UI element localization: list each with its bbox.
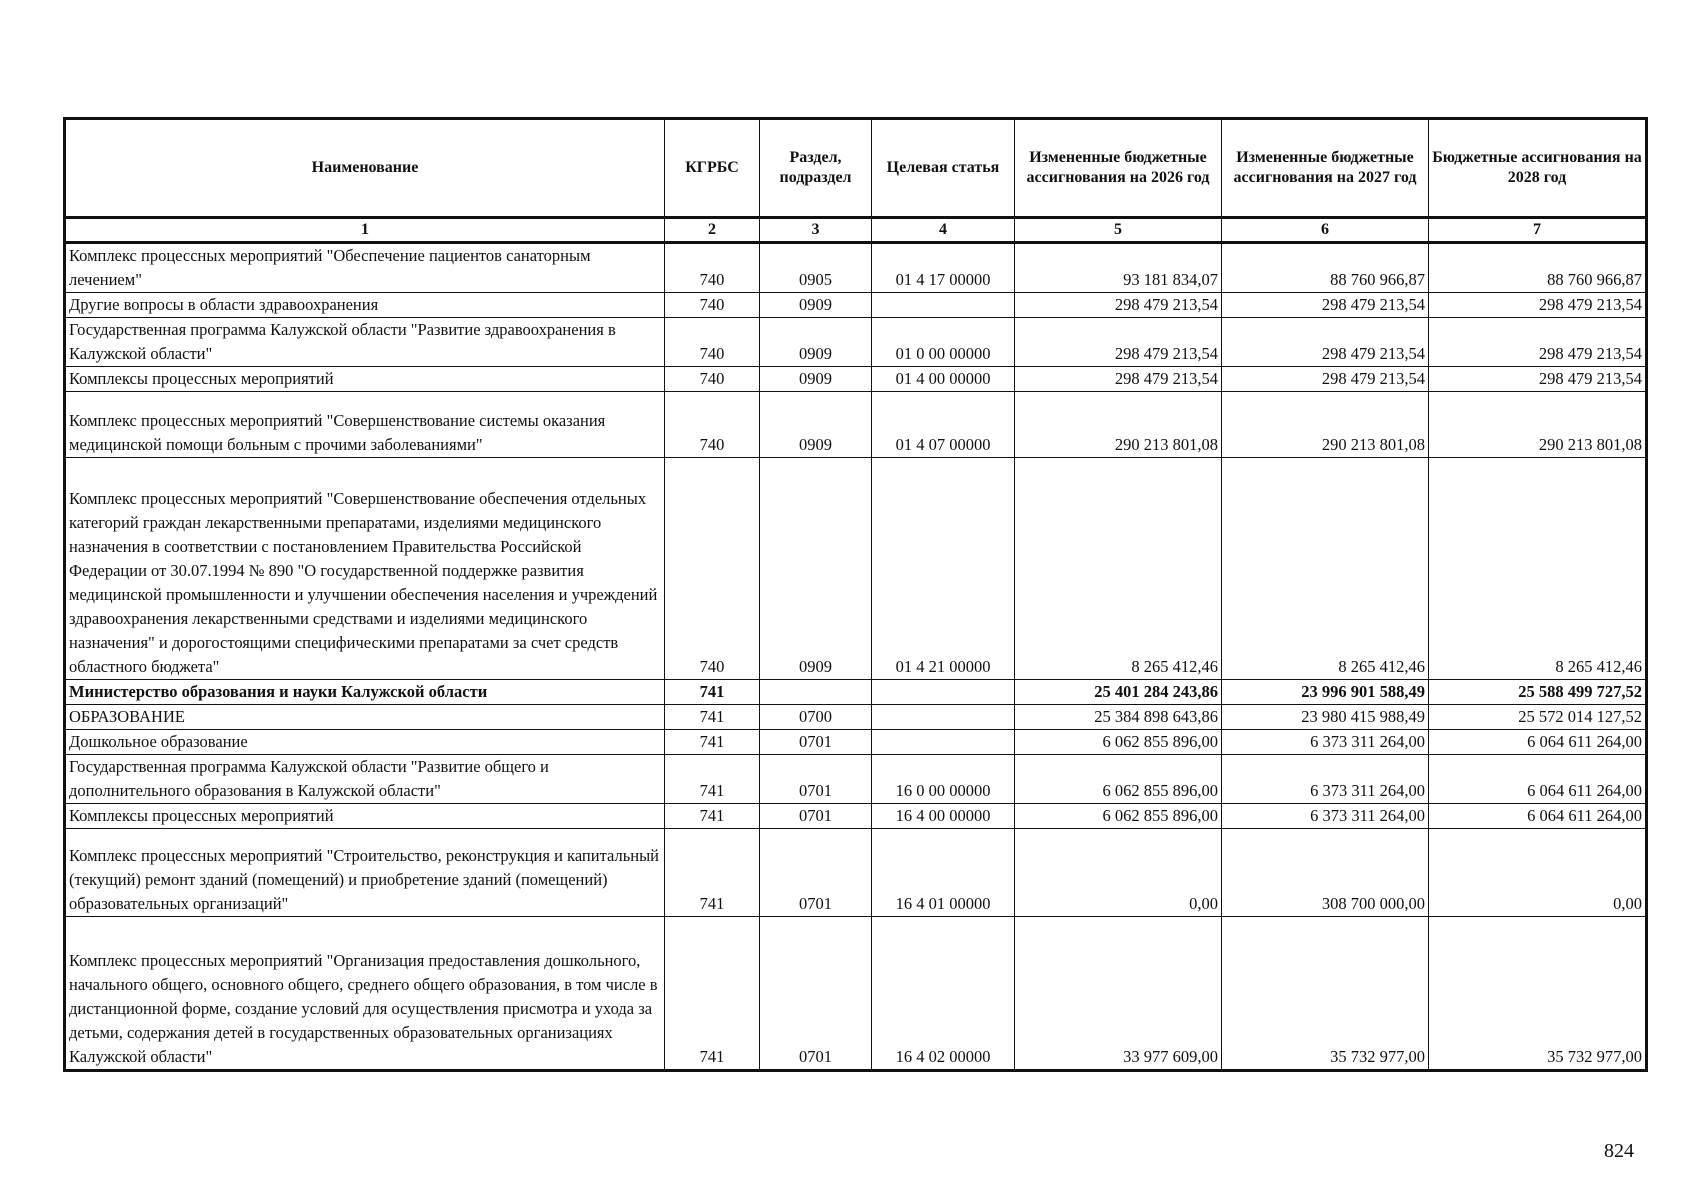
table-header-row	[65, 119, 1647, 218]
row-2027-cell: 298 479 213,54	[1222, 367, 1429, 392]
row-target-cell: 01 0 00 00000	[872, 318, 1015, 367]
row-target-cell	[872, 293, 1015, 318]
row-section-cell: 0701	[760, 917, 872, 1071]
row-section-cell: 0909	[760, 458, 872, 680]
row-target-cell: 16 0 00 00000	[872, 755, 1015, 804]
table-row	[65, 680, 1647, 705]
row-name-cell: Комплекс процессных мероприятий "Строительство, реконструкция и капитальный (текущий) ремонт зданий (помещений) и приобретение зданий (помещений) образовательных организаций"	[65, 829, 665, 917]
header-name: Наименование	[65, 119, 665, 218]
row-2027-cell: 298 479 213,54	[1222, 293, 1429, 318]
row-name-cell: ОБРАЗОВАНИЕ	[65, 705, 665, 730]
column-number-row	[65, 218, 1647, 243]
row-section-cell: 0701	[760, 829, 872, 917]
row-target-cell: 01 4 21 00000	[872, 458, 1015, 680]
row-2028-cell: 298 479 213,54	[1429, 293, 1647, 318]
row-name-cell: Комплексы процессных мероприятий	[65, 804, 665, 829]
row-2027-cell: 6 373 311 264,00	[1222, 755, 1429, 804]
row-kgrbs-cell: 741	[665, 755, 760, 804]
row-2027-cell: 8 265 412,46	[1222, 458, 1429, 680]
row-2028-cell: 88 760 966,87	[1429, 243, 1647, 293]
header-2028: Бюджетные ассигнования на 2028 год	[1429, 119, 1647, 218]
row-section-cell: 0909	[760, 318, 872, 367]
row-2026-cell: 298 479 213,54	[1015, 367, 1222, 392]
row-2026-cell: 298 479 213,54	[1015, 293, 1222, 318]
row-2027-cell: 6 373 311 264,00	[1222, 730, 1429, 755]
row-kgrbs-cell: 741	[665, 680, 760, 705]
row-2028-cell: 8 265 412,46	[1429, 458, 1647, 680]
table-row	[65, 243, 1647, 293]
header-2026: Измененные бюджетные ассигнования на 2026 год	[1015, 119, 1222, 218]
row-2026-cell: 6 062 855 896,00	[1015, 804, 1222, 829]
row-2028-cell: 298 479 213,54	[1429, 318, 1647, 367]
row-2026-cell: 25 384 898 643,86	[1015, 705, 1222, 730]
row-target-cell: 01 4 07 00000	[872, 392, 1015, 458]
header-2027: Измененные бюджетные ассигнования на 2027 год	[1222, 119, 1429, 218]
row-kgrbs-cell: 741	[665, 730, 760, 755]
row-2028-cell: 298 479 213,54	[1429, 367, 1647, 392]
row-2028-cell: 290 213 801,08	[1429, 392, 1647, 458]
row-section-cell: 0909	[760, 293, 872, 318]
row-target-cell: 16 4 02 00000	[872, 917, 1015, 1071]
table-row	[65, 829, 1647, 917]
row-2026-cell: 8 265 412,46	[1015, 458, 1222, 680]
table-row	[65, 458, 1647, 680]
header-section: Раздел, подраздел	[760, 119, 872, 218]
row-2026-cell: 25 401 284 243,86	[1015, 680, 1222, 705]
page-number: 824	[1604, 1140, 1634, 1162]
row-2028-cell: 35 732 977,00	[1429, 917, 1647, 1071]
row-kgrbs-cell: 740	[665, 367, 760, 392]
table-row	[65, 392, 1647, 458]
row-2027-cell: 6 373 311 264,00	[1222, 804, 1429, 829]
row-section-cell: 0909	[760, 367, 872, 392]
row-kgrbs-cell: 741	[665, 917, 760, 1071]
row-section-cell: 0701	[760, 730, 872, 755]
row-2026-cell: 298 479 213,54	[1015, 318, 1222, 367]
row-kgrbs-cell: 741	[665, 705, 760, 730]
row-2028-cell: 0,00	[1429, 829, 1647, 917]
row-name-cell: Другие вопросы в области здравоохранения	[65, 293, 665, 318]
table-row	[65, 730, 1647, 755]
row-target-cell	[872, 680, 1015, 705]
row-2027-cell: 308 700 000,00	[1222, 829, 1429, 917]
row-name-cell: Комплекс процессных мероприятий "Обеспечение пациентов санаторным лечением"	[65, 243, 665, 293]
row-section-cell: 0701	[760, 804, 872, 829]
row-2028-cell: 25 572 014 127,52	[1429, 705, 1647, 730]
row-target-cell: 16 4 00 00000	[872, 804, 1015, 829]
table-body	[65, 243, 1647, 1071]
row-kgrbs-cell: 740	[665, 392, 760, 458]
row-2026-cell: 6 062 855 896,00	[1015, 755, 1222, 804]
table-row	[65, 705, 1647, 730]
row-section-cell: 0905	[760, 243, 872, 293]
row-2026-cell: 93 181 834,07	[1015, 243, 1222, 293]
row-name-cell: Государственная программа Калужской области "Развитие общего и дополнительного образования в Калужской области"	[65, 755, 665, 804]
row-section-cell: 0701	[760, 755, 872, 804]
row-2028-cell: 6 064 611 264,00	[1429, 730, 1647, 755]
budget-table	[63, 117, 1648, 1072]
row-2028-cell: 6 064 611 264,00	[1429, 755, 1647, 804]
row-target-cell	[872, 730, 1015, 755]
row-target-cell: 01 4 17 00000	[872, 243, 1015, 293]
column-number: 5	[1015, 218, 1222, 243]
column-number: 4	[872, 218, 1015, 243]
row-2026-cell: 33 977 609,00	[1015, 917, 1222, 1071]
table-row	[65, 804, 1647, 829]
row-2028-cell: 6 064 611 264,00	[1429, 804, 1647, 829]
row-target-cell	[872, 705, 1015, 730]
column-number: 3	[760, 218, 872, 243]
row-2028-cell: 25 588 499 727,52	[1429, 680, 1647, 705]
table-row	[65, 293, 1647, 318]
header-target: Целевая статья	[872, 119, 1015, 218]
row-target-cell: 01 4 00 00000	[872, 367, 1015, 392]
row-name-cell: Министерство образования и науки Калужской области	[65, 680, 665, 705]
row-2027-cell: 298 479 213,54	[1222, 318, 1429, 367]
column-number: 1	[65, 218, 665, 243]
column-number: 2	[665, 218, 760, 243]
row-target-cell: 16 4 01 00000	[872, 829, 1015, 917]
row-2027-cell: 23 996 901 588,49	[1222, 680, 1429, 705]
row-name-cell: Комплекс процессных мероприятий "Совершенствование системы оказания медицинской помощи больным с прочими заболеваниями"	[65, 392, 665, 458]
header-kgrbs: КГРБС	[665, 119, 760, 218]
row-2027-cell: 290 213 801,08	[1222, 392, 1429, 458]
row-2026-cell: 6 062 855 896,00	[1015, 730, 1222, 755]
table-row	[65, 318, 1647, 367]
row-2027-cell: 23 980 415 988,49	[1222, 705, 1429, 730]
row-2027-cell: 35 732 977,00	[1222, 917, 1429, 1071]
row-section-cell	[760, 680, 872, 705]
row-kgrbs-cell: 740	[665, 243, 760, 293]
row-kgrbs-cell: 740	[665, 293, 760, 318]
row-2026-cell: 0,00	[1015, 829, 1222, 917]
table-row	[65, 367, 1647, 392]
column-number: 6	[1222, 218, 1429, 243]
row-2027-cell: 88 760 966,87	[1222, 243, 1429, 293]
column-number: 7	[1429, 218, 1647, 243]
table-row	[65, 755, 1647, 804]
table-row	[65, 917, 1647, 1071]
row-name-cell: Комплекс процессных мероприятий "Совершенствование обеспечения отдельных категорий граждан лекарственными препаратами, изделиями медицинского назначения в соответствии с постановлением Правительства Российской Федерации от 30.07.1994 № 890 "О государственной поддержке развития медицинской промышленности и улучшении обеспечения населения и учреждений здравоохранения лекарственными средствами и изделиями медицинского назначения" и дорогостоящими специфическими препаратами за счет средств областного бюджета"	[65, 458, 665, 680]
row-2026-cell: 290 213 801,08	[1015, 392, 1222, 458]
row-name-cell: Дошкольное образование	[65, 730, 665, 755]
row-name-cell: Государственная программа Калужской области "Развитие здравоохранения в Калужской области"	[65, 318, 665, 367]
row-name-cell: Комплекс процессных мероприятий "Организация предоставления дошкольного, начального общего, основного общего, среднего общего образования, в том числе в дистанционной форме, создание условий для осуществления присмотра и ухода за детьми, содержания детей в государственных образовательных организациях Калужской области"	[65, 917, 665, 1071]
row-kgrbs-cell: 741	[665, 829, 760, 917]
row-section-cell: 0909	[760, 392, 872, 458]
row-kgrbs-cell: 740	[665, 458, 760, 680]
row-kgrbs-cell: 740	[665, 318, 760, 367]
row-name-cell: Комплексы процессных мероприятий	[65, 367, 665, 392]
row-kgrbs-cell: 741	[665, 804, 760, 829]
row-section-cell: 0700	[760, 705, 872, 730]
